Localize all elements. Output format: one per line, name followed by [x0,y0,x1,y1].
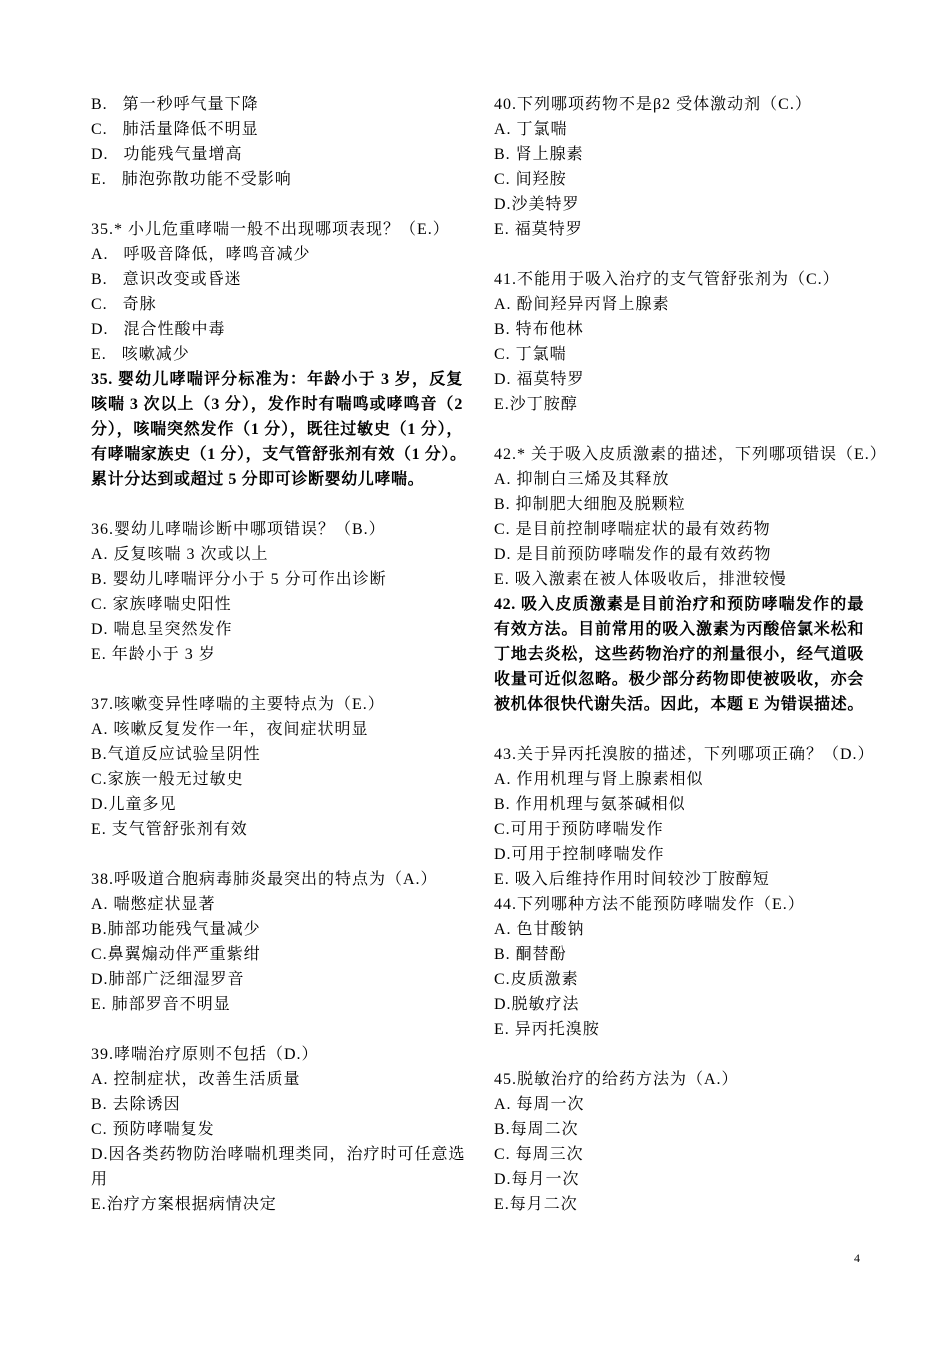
question-stem: 40.下列哪项药物不是β2 受体激动剂（C.） [494,96,812,113]
answer-option-b: B.每周二次 [494,1121,579,1138]
question-stem: 45.脱敏治疗的给药方法为（A.） [494,1071,739,1088]
explanation-line: 42. 吸入皮质激素是目前治疗和预防哮喘发作的最 [494,596,864,613]
answer-option-d: D. 喘息呈突然发作 [91,621,233,638]
answer-option-d: D. 福莫特罗 [494,371,585,388]
answer-option-e: E. 支气管舒张剂有效 [91,821,248,838]
answer-option-a: A. 呼吸音降低，哮鸣音减少 [91,246,311,263]
answer-option-c: C.皮质激素 [494,971,579,988]
question-block-34-continued [91,92,463,192]
answer-option-b: B. 去除诱因 [91,1096,181,1113]
answer-option-b: B. 肾上腺素 [494,146,584,163]
explanation-line: 丁地去炎松，这些药物治疗的剂量很小，经气道吸 [494,646,864,663]
question-block-42 [494,442,887,717]
explanation-line: 咳喘 3 次以上（3 分），发作时有喘鸣或哮鸣音（2 [91,396,463,413]
question-block-37 [91,692,463,842]
answer-option-b: B. 婴幼儿哮喘评分小于 5 分可作出诊断 [91,571,387,588]
answer-option-d: D.脱敏疗法 [494,996,580,1013]
answer-option-a: A. 丁氯喘 [494,121,568,138]
question-block-40 [494,92,864,242]
answer-option-e: E. 福莫特罗 [494,221,583,238]
answer-option-d: D.可用于控制哮喘发作 [494,846,665,863]
answer-option-b: B. 特布他林 [494,321,584,338]
explanation-line: 收量可近似忽略。极少部分药物即使被吸收，亦会 [494,671,864,688]
question-stem: 36.婴幼儿哮喘诊断中哪项错误？（B.） [91,521,386,538]
answer-option-a: A. 每周一次 [494,1096,585,1113]
page-number: 4 [854,1251,860,1265]
answer-option-c: C. 每周三次 [494,1146,584,1163]
explanation-line: 分），咳喘突然发作（1 分），既往过敏史（1 分）， [91,421,463,438]
question-block-39 [91,1042,466,1217]
question-stem: 44.下列哪种方法不能预防哮喘发作（E.） [494,896,805,913]
question-block-35 [91,217,467,492]
answer-option-b: B. 抑制肥大细胞及脱颗粒 [494,496,686,513]
explanation-line: 35. 婴幼儿哮喘评分标准为：年龄小于 3 岁，反复 [91,371,463,388]
answer-option-a: A. 色甘酸钠 [494,921,585,938]
answer-option-e: E. 肺泡弥散功能不受影响 [91,171,292,188]
answer-option-e: E.每月二次 [494,1196,578,1213]
answer-option-e: E. 咳嗽减少 [91,346,190,363]
answer-option-c: C.家族一般无过敏史 [91,771,244,788]
answer-option-c: C.鼻翼煽动伴严重紫绀 [91,946,261,963]
answer-option-c: C. 家族哮喘史阳性 [91,596,232,613]
answer-option-c: C. 奇脉 [91,296,157,313]
answer-option-a: A. 酚间羟异丙肾上腺素 [494,296,670,313]
answer-option-e: E. 年龄小于 3 岁 [91,646,216,663]
explanation-line: 有哮喘家族史（1 分），支气管舒张剂有效（1 分）。 [91,446,467,463]
answer-option-d: D.肺部广泛细湿罗音 [91,971,245,988]
explanation-line: 有效方法。目前常用的吸入激素为丙酸倍氯米松和 [494,621,864,638]
question-block-44 [494,892,864,1042]
answer-option-d: D.每月一次 [494,1171,580,1188]
question-stem: 37.咳嗽变异性哮喘的主要特点为（E.） [91,696,385,713]
answer-option-c: C.可用于预防哮喘发作 [494,821,664,838]
answer-option-e: E. 肺部罗音不明显 [91,996,231,1013]
answer-option-d [91,1142,466,1192]
answer-explanation [494,592,864,717]
question-block-43 [494,742,875,892]
answer-option-c: C. 丁氯喘 [494,346,567,363]
answer-option-c: C. 预防哮喘复发 [91,1121,215,1138]
answer-option-e: E. 吸入激素在被人体吸收后，排泄较慢 [494,571,787,588]
answer-option-d-line: D.因各类药物防治哮喘机理类同，治疗时可任意选 [91,1146,466,1163]
answer-option-d: D.沙美特罗 [494,196,580,213]
answer-option-b: B. 第一秒呼气量下降 [91,96,259,113]
question-block-41 [494,267,864,417]
answer-option-b: B. 酮替酚 [494,946,567,963]
answer-option-d: D.儿童多见 [91,796,177,813]
question-stem: 35.* 小儿危重哮喘一般不出现哪项表现？（E.） [91,221,450,238]
answer-option-d: D. 是目前预防哮喘发作的最有效药物 [494,546,772,563]
answer-option-a: A. 喘憋症状显著 [91,896,216,913]
right-column [494,92,887,1217]
answer-option-d: D. 功能残气量增高 [91,146,243,163]
question-stem: 41.不能用于吸入治疗的支气管舒张剂为（C.） [494,271,840,288]
answer-option-c: C. 间羟胺 [494,171,567,188]
answer-explanation [91,367,467,492]
answer-option-b: B.肺部功能残气量减少 [91,921,261,938]
answer-option-d: D. 混合性酸中毒 [91,321,226,338]
question-stem: 42.* 关于吸入皮质激素的描述，下列哪项错误（E.） [494,446,887,463]
explanation-line: 被机体很快代谢失活。因此，本题 E 为错误描述。 [494,696,864,713]
answer-option-a: A. 作用机理与肾上腺素相似 [494,771,704,788]
question-block-45 [494,1067,864,1217]
question-block-36 [91,517,463,667]
answer-option-e: E. 吸入后维持作用时间较沙丁胺醇短 [494,871,770,888]
answer-option-b: B. 作用机理与氨茶碱相似 [494,796,686,813]
answer-option-a: A. 反复咳喘 3 次或以上 [91,546,269,563]
question-stem: 43.关于异丙托溴胺的描述，下列哪项正确？（D.） [494,746,875,763]
answer-option-c: C. 肺活量降低不明显 [91,121,259,138]
answer-option-b: B. 意识改变或昏迷 [91,271,242,288]
answer-option-e: E. 异丙托溴胺 [494,1021,600,1038]
answer-option-d-line: 用 [91,1171,109,1188]
question-block-38 [91,867,463,1017]
answer-option-a: A. 抑制白三烯及其释放 [494,471,670,488]
answer-option-a: A. 控制症状，改善生活质量 [91,1071,301,1088]
question-stem: 38.呼吸道合胞病毒肺炎最突出的特点为（A.） [91,871,438,888]
answer-option-e: E.治疗方案根据病情决定 [91,1196,277,1213]
answer-option-c: C. 是目前控制哮喘症状的最有效药物 [494,521,771,538]
left-column [91,92,467,1217]
question-stem: 39.哮喘治疗原则不包括（D.） [91,1046,319,1063]
answer-option-e: E.沙丁胺醇 [494,396,578,413]
explanation-line: 累计分达到或超过 5 分即可诊断婴幼儿哮喘。 [91,471,425,488]
answer-option-b: B.气道反应试验呈阴性 [91,746,261,763]
answer-option-a: A. 咳嗽反复发作一年，夜间症状明显 [91,721,369,738]
